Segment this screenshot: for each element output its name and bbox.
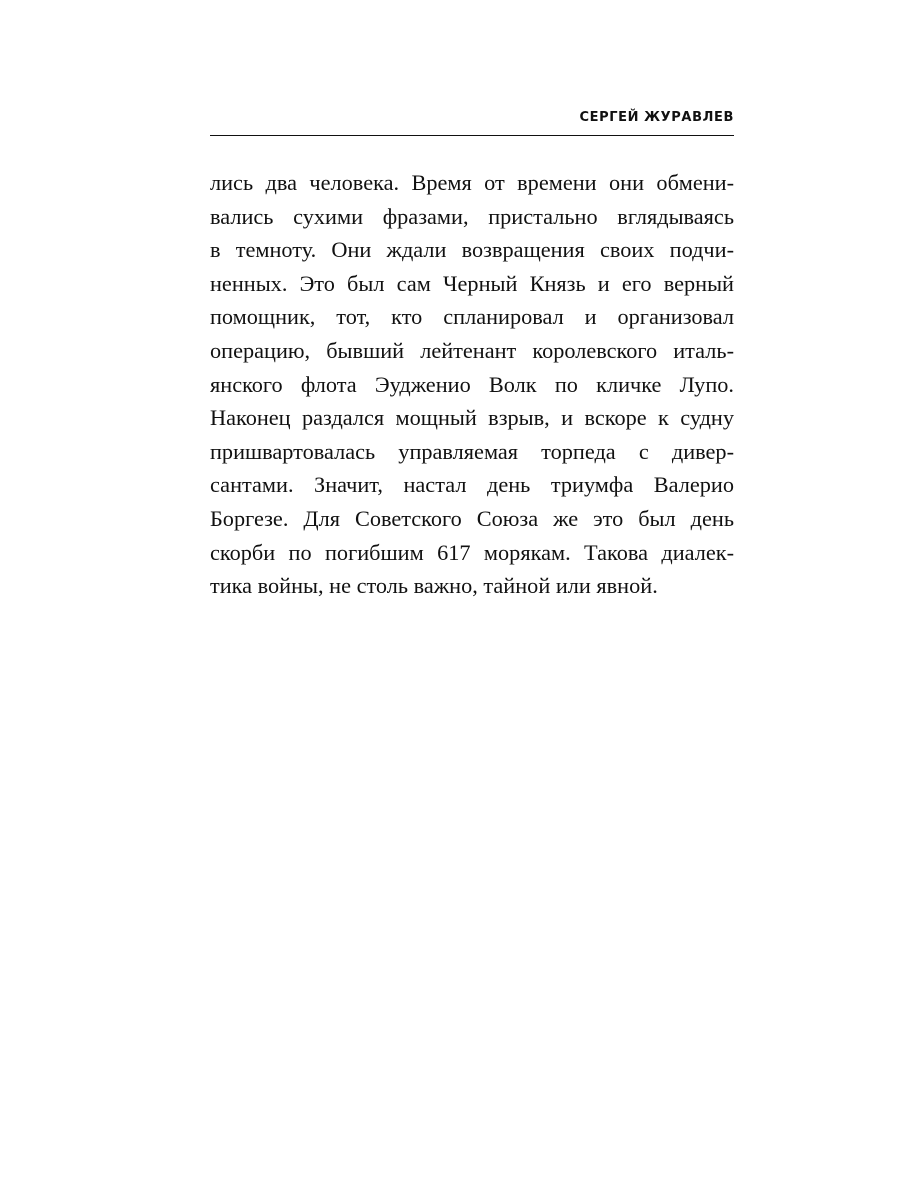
running-header-author: СЕРГЕЙ ЖУРАВЛЕВ [579,110,734,125]
text-line: в темноту. Они ждали возвращения своих подчи- [210,237,734,263]
text-line: тика войны, не столь важно, тайной или явной. [210,573,658,599]
text-line: скорби по погибшим 617 морякам. Такова диалек- [210,539,734,565]
text-line: вались сухими фразами, пристально вглядываясь [210,203,734,229]
text-line: пришвартовалась управляемая торпеда с дивер- [210,438,734,464]
text-line: янского флота Эудженио Волк по кличке Лупо. [210,371,734,397]
text-line: Наконец раздался мощный взрыв, и вскоре к судну [210,405,734,431]
text-line: помощник, тот, кто спланировал и организовал [210,304,734,330]
text-line: Боргезе. Для Советского Союза же это был день [210,505,734,531]
text-line: операцию, бывший лейтенант королевского италь- [210,337,734,363]
body-text [210,166,734,603]
text-line: сантами. Значит, настал день триумфа Валерио [210,472,734,498]
text-line: ненных. Это был сам Черный Князь и его верный [210,270,734,296]
header-rule [210,135,734,136]
text-line: лись два человека. Время от времени они обмени- [210,170,734,195]
